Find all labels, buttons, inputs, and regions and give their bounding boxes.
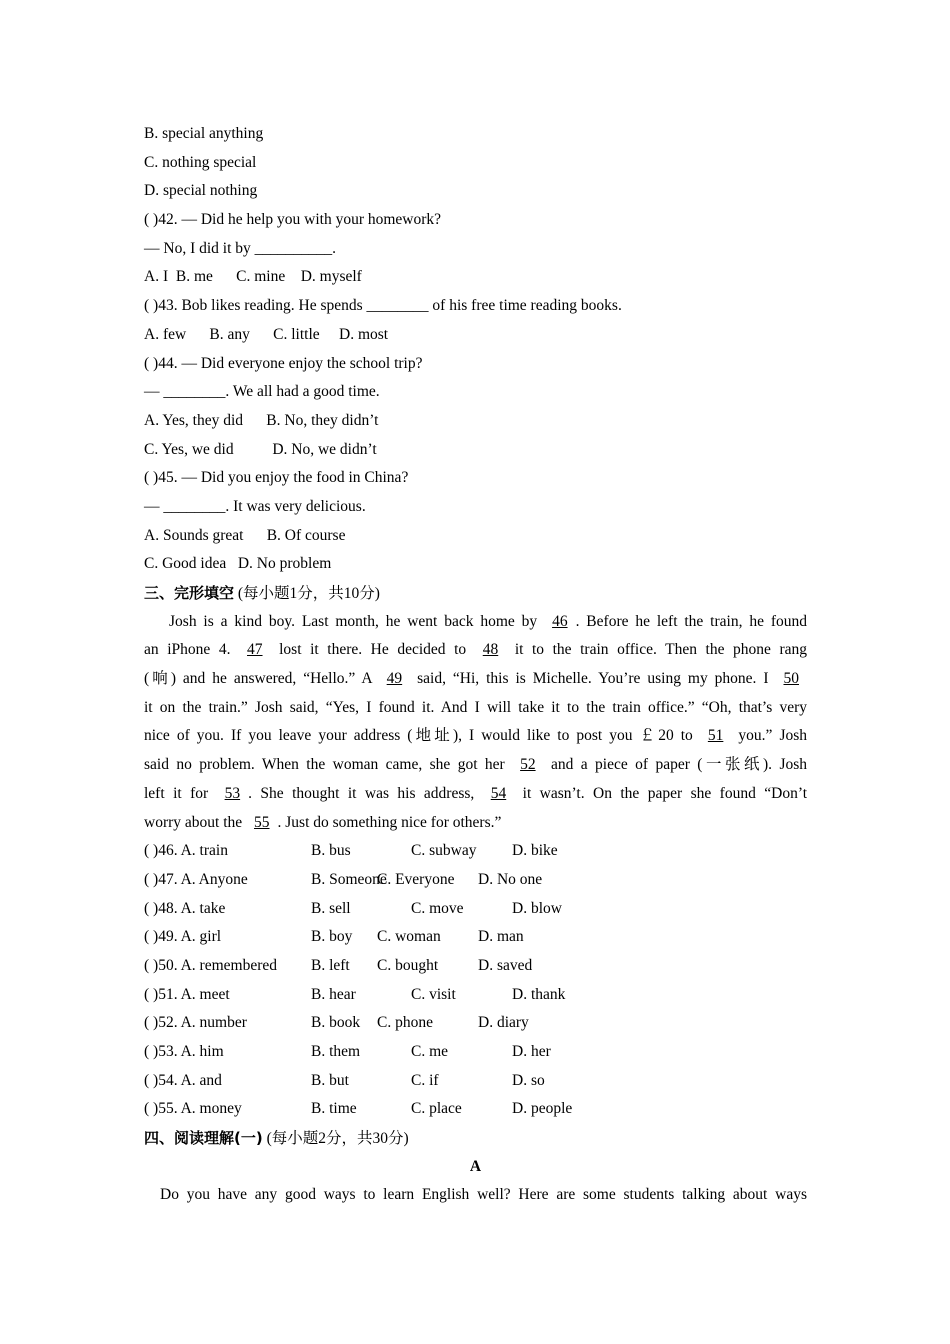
section-3-heading (144, 579, 807, 608)
option-c: C. move (411, 899, 464, 917)
blank-52: 52 (520, 756, 536, 774)
q41-option-d: D. special nothing (144, 182, 258, 200)
option-b: B. time (311, 1100, 357, 1118)
blank-53: 53 (224, 784, 241, 802)
option-d: D. saved (478, 956, 533, 974)
q44-answer: — ________. We all had a good time. (144, 383, 380, 401)
passage-line-4: it on the train.” Josh said, “Yes, I found it. And I will take it to the train office.” “Oh, that’s very (144, 698, 807, 716)
passage-line-5: nice of you. If you leave your address (地址), I would like to post you ￡20 to 51 you.” Josh (144, 727, 808, 745)
option-d: D. so (512, 1071, 545, 1089)
section-4-heading (144, 1124, 807, 1153)
passage-line-8: worry about the 55 . Just do something nice for others.” (144, 813, 502, 831)
option-b: B. boy (311, 928, 353, 946)
passage-line-1: Josh is a kind boy. Last month, he went back home by 46 . Before he left the train, he found (169, 612, 808, 630)
option-c: C. if (411, 1071, 439, 1089)
q43-stem: ( )43. Bob likes reading. He spends ________ of his free time reading books. (144, 297, 622, 315)
blank-51: 51 (707, 727, 724, 745)
document-page (144, 120, 807, 1210)
q41-option-b: B. special anything (144, 125, 264, 142)
option-b: B. sell (311, 899, 351, 917)
cloze-question-row (144, 837, 807, 866)
option-b: B. but (311, 1071, 349, 1089)
passage-line-6: said no problem. When the woman came, she got her 52 and a piece of paper (一张纸). Josh (144, 756, 808, 774)
q42-stem: ( )42. — Did he help you with your homework? (144, 211, 442, 229)
option-b: B. bus (311, 842, 351, 860)
q42-answer: — No, I did it by __________. (144, 239, 337, 257)
reading-a-first-line: Do you have any good ways to learn English well? Here are some students talking about ways (160, 1186, 807, 1204)
question-number-and-option-a: ( )50. A. remembered (144, 956, 277, 974)
question-number-and-option-a: ( )49. A. girl (144, 928, 222, 946)
question-number-and-option-a: ( )52. A. number (144, 1014, 247, 1032)
cloze-question-row (144, 1095, 807, 1124)
option-c: C. visit (411, 985, 456, 1003)
question-number-and-option-a: ( )48. A. take (144, 899, 226, 917)
option-d: D. blow (512, 899, 562, 917)
section-4-points: (每小题2分，共30分) (262, 1130, 409, 1148)
q45-answer: — ________. It was very delicious. (144, 497, 366, 515)
passage-line-2: an iPhone 4. 47 lost it there. He decided to 48 it to the train office. Then the phone rang (144, 641, 808, 659)
question-number-and-option-a: ( )55. A. money (144, 1100, 242, 1118)
question-number-and-option-a: ( )53. A. him (144, 1043, 224, 1060)
q44-stem: ( )44. — Did everyone enjoy the school trip? (144, 354, 423, 372)
passage-line-3: (响) and he answered, “Hello.” A 49 said, “Hi, this is Michelle. You’re using my phone. I 50 (144, 665, 807, 694)
option-d: D. her (512, 1043, 551, 1060)
blank-55: 55 (254, 813, 270, 831)
question-number-and-option-a: ( )46. A. train (144, 842, 228, 860)
blank-47: 47 (247, 641, 263, 659)
option-b: B. book (311, 1014, 361, 1032)
question-number-and-option-a: ( )54. A. and (144, 1071, 222, 1089)
option-b: B. Someone (311, 870, 387, 888)
section-3-points: (每小题1分，共10分) (234, 585, 380, 602)
q45-options-1: A. Sounds great B. Of course (144, 526, 346, 544)
q42-options: A. I B. me C. mine D. myself (144, 268, 362, 286)
option-b: B. left (311, 956, 350, 974)
option-c: C. bought (377, 956, 439, 974)
cloze-question-row (144, 952, 807, 981)
passage-line-7: left it for 53 . She thought it was his address, 54 it wasn’t. On the paper she found “Don’t (144, 784, 808, 802)
section-4-title: 四、阅读理解(一) (144, 1129, 263, 1148)
section-3-title: 三、完形填空 (144, 584, 235, 602)
blank-48: 48 (482, 641, 499, 659)
cloze-question-row (144, 1009, 807, 1038)
option-d: D. people (512, 1100, 573, 1118)
option-b: B. them (311, 1043, 361, 1060)
option-d: D. bike (512, 842, 558, 860)
option-c: C. me (411, 1043, 449, 1060)
q44-options-1: A. Yes, they did B. No, they didn’t (144, 411, 379, 429)
cloze-question-row (144, 1038, 807, 1067)
option-c: C. Everyone (377, 870, 455, 888)
cloze-question-row (144, 895, 807, 924)
cloze-question-list (144, 837, 807, 1124)
blank-49: 49 (386, 670, 403, 688)
blank-46: 46 (552, 612, 568, 630)
option-d: D. diary (478, 1014, 529, 1032)
cloze-question-row (144, 981, 807, 1010)
q44-options-2: C. Yes, we did D. No, we didn’t (144, 440, 377, 458)
blank-50: 50 (783, 670, 799, 688)
option-b: B. hear (311, 985, 356, 1003)
question-number-and-option-a: ( )47. A. Anyone (144, 870, 248, 888)
option-d: D. thank (512, 985, 566, 1003)
option-c: C. woman (377, 928, 441, 946)
option-d: D. man (478, 928, 524, 946)
option-c: C. subway (411, 842, 477, 860)
question-number-and-option-a: ( )51. A. meet (144, 985, 230, 1003)
reading-a-heading: A (469, 1157, 482, 1175)
option-c: C. place (411, 1100, 462, 1118)
option-d: D. No one (478, 870, 543, 888)
blank-54: 54 (490, 784, 507, 802)
q41-option-c: C. nothing special (144, 153, 257, 171)
cloze-question-row (144, 866, 807, 895)
q45-options-2: C. Good idea D. No problem (144, 555, 332, 573)
cloze-question-row (144, 1067, 807, 1096)
q45-stem: ( )45. — Did you enjoy the food in China? (144, 469, 409, 487)
option-c: C. phone (377, 1014, 433, 1032)
cloze-question-row (144, 923, 807, 952)
q43-options: A. few B. any C. little D. most (144, 325, 389, 343)
